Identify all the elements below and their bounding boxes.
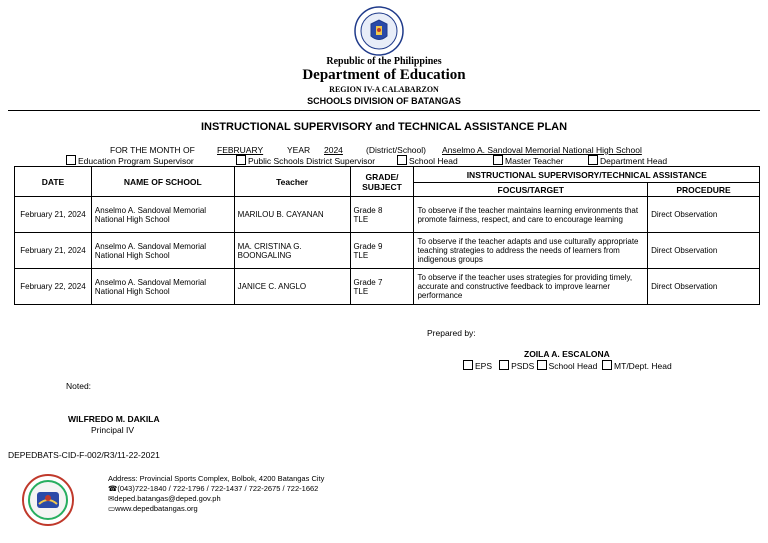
checkbox[interactable] bbox=[236, 155, 246, 165]
cell-grade: Grade 9 bbox=[353, 241, 383, 251]
prepared-by-label: Prepared by: bbox=[427, 328, 476, 338]
preparer-roles bbox=[463, 360, 672, 371]
cell-subject: TLE bbox=[353, 250, 369, 260]
cell-procedure: Direct Observation bbox=[648, 233, 760, 269]
role-label: School Head bbox=[409, 156, 458, 166]
cell-school: Anselmo A. Sandoval Memorial National High School bbox=[91, 233, 234, 269]
cell-teacher: JANICE C. ANGLO bbox=[234, 269, 350, 305]
deped-seal-icon bbox=[354, 6, 404, 56]
role-label: Public Schools District Supervisor bbox=[248, 156, 376, 166]
noted-label: Noted: bbox=[66, 381, 92, 391]
school-value: Anselmo A. Sandoval Memorial National High School bbox=[442, 145, 642, 155]
cell-procedure: Direct Observation bbox=[648, 269, 760, 305]
header-assistance-group: INSTRUCTIONAL SUPERVISORY/TECHNICAL ASSISTANCE bbox=[414, 167, 760, 183]
noter-position: Principal IV bbox=[91, 425, 134, 435]
plan-title: INSTRUCTIONAL SUPERVISORY and TECHNICAL ASSISTANCE PLAN bbox=[200, 121, 568, 133]
preparer-role-eps[interactable] bbox=[463, 361, 492, 371]
role-school-head-option[interactable] bbox=[397, 155, 458, 166]
cell-school: Anselmo A. Sandoval Memorial National High School bbox=[91, 197, 234, 233]
header-school: NAME OF SCHOOL bbox=[91, 167, 234, 197]
plan-table bbox=[14, 166, 760, 305]
cell-procedure: Direct Observation bbox=[648, 197, 760, 233]
checkbox[interactable] bbox=[493, 155, 503, 165]
deped-batangas-logo-icon bbox=[22, 474, 74, 526]
header-grade-subject: GRADE/ SUBJECT bbox=[350, 167, 414, 197]
checkbox[interactable] bbox=[463, 360, 473, 370]
year-value: 2024 bbox=[324, 145, 343, 155]
noter-name: WILFREDO M. DAKILA bbox=[68, 414, 160, 424]
role-label: Department Head bbox=[600, 156, 668, 166]
month-value: FEBRUARY bbox=[217, 145, 264, 155]
mail-icon: ✉ bbox=[108, 494, 115, 503]
cell-date: February 22, 2024 bbox=[15, 269, 92, 305]
division-line: SCHOOLS DIVISION OF BATANGAS bbox=[307, 96, 461, 106]
preparer-role-mt-dept-head[interactable] bbox=[602, 361, 672, 371]
form-code: DEPEDBATS-CID-F-002/R3/11-22-2021 bbox=[8, 450, 160, 460]
table-row bbox=[15, 197, 760, 233]
footer-website[interactable]: www.depedbatangas.org bbox=[115, 504, 198, 513]
footer-email-row bbox=[108, 494, 324, 504]
checkbox[interactable] bbox=[537, 360, 547, 370]
header-procedure: PROCEDURE bbox=[648, 183, 760, 197]
district-label: (District/School) bbox=[366, 145, 426, 155]
checkbox[interactable] bbox=[602, 360, 612, 370]
footer-phone: (043)722-1840 / 722-1796 / 722-1437 / 722-2675 / 722-1662 bbox=[117, 484, 319, 493]
header-teacher: Teacher bbox=[234, 167, 350, 197]
checkbox[interactable] bbox=[397, 155, 407, 165]
cell-teacher: MA. CRISTINA G. BOONGALING bbox=[234, 233, 350, 269]
role-label: PSDS bbox=[511, 361, 535, 371]
cell-focus: To observe if the teacher adapts and use culturally appropriate teaching strategies to address the needs of learners from indigenous groups bbox=[414, 233, 648, 269]
cell-school: Anselmo A. Sandoval Memorial National High School bbox=[91, 269, 234, 305]
preparer-role-school-head[interactable] bbox=[537, 361, 598, 371]
cell-grade-subject bbox=[350, 269, 414, 305]
footer-web-row bbox=[108, 504, 324, 514]
footer-contact bbox=[108, 474, 324, 514]
year-label: YEAR bbox=[287, 145, 311, 155]
region-line: REGION IV-A CALABARZON bbox=[329, 85, 439, 94]
footer-address: Address: Provincial Sports Complex, Bolbok, 4200 Batangas City bbox=[108, 474, 325, 483]
cell-subject: TLE bbox=[353, 214, 369, 224]
cell-date: February 21, 2024 bbox=[15, 233, 92, 269]
phone-icon: ☎ bbox=[108, 484, 118, 493]
role-eps-option[interactable] bbox=[66, 155, 194, 166]
checkbox[interactable] bbox=[66, 155, 76, 165]
republic-line: Republic of the Philippines bbox=[326, 56, 442, 67]
footer-phone-row bbox=[108, 484, 324, 494]
role-master-teacher-option[interactable] bbox=[493, 155, 563, 166]
header-divider bbox=[8, 110, 760, 111]
department-title: Department of Education bbox=[302, 67, 466, 83]
role-label: EPS bbox=[475, 361, 493, 371]
role-dept-head-option[interactable] bbox=[588, 155, 667, 166]
header-focus: FOCUS/TARGET bbox=[414, 183, 648, 197]
preparer-name: ZOILA A. ESCALONA bbox=[524, 349, 610, 359]
cell-teacher: MARILOU B. CAYANAN bbox=[234, 197, 350, 233]
preparer-role-psds[interactable] bbox=[499, 361, 534, 371]
role-label: School Head bbox=[548, 361, 598, 371]
computer-icon: ▭ bbox=[108, 504, 116, 513]
checkbox[interactable] bbox=[588, 155, 598, 165]
table-row bbox=[15, 269, 760, 305]
checkbox[interactable] bbox=[499, 360, 509, 370]
cell-grade: Grade 7 bbox=[353, 277, 383, 287]
role-label: Master Teacher bbox=[505, 156, 564, 166]
cell-date: February 21, 2024 bbox=[15, 197, 92, 233]
footer-email[interactable]: deped.batangas@deped.gov.ph bbox=[114, 494, 221, 503]
cell-grade-subject bbox=[350, 233, 414, 269]
cell-focus: To observe if the teacher maintains learning environments that promote fairness, respect, and care to encourage learning bbox=[414, 197, 648, 233]
role-psds-option[interactable] bbox=[236, 155, 375, 166]
role-label: Education Program Supervisor bbox=[78, 156, 194, 166]
month-label: FOR THE MONTH OF bbox=[110, 145, 195, 155]
cell-grade-subject bbox=[350, 197, 414, 233]
header-date: DATE bbox=[15, 167, 92, 197]
table-row bbox=[15, 233, 760, 269]
role-label: MT/Dept. Head bbox=[614, 361, 672, 371]
cell-focus: To observe if the teacher uses strategies for providing timely, accurate and constructive feedback to improve learner performance bbox=[414, 269, 648, 305]
cell-subject: TLE bbox=[353, 286, 369, 296]
cell-grade: Grade 8 bbox=[353, 205, 383, 215]
